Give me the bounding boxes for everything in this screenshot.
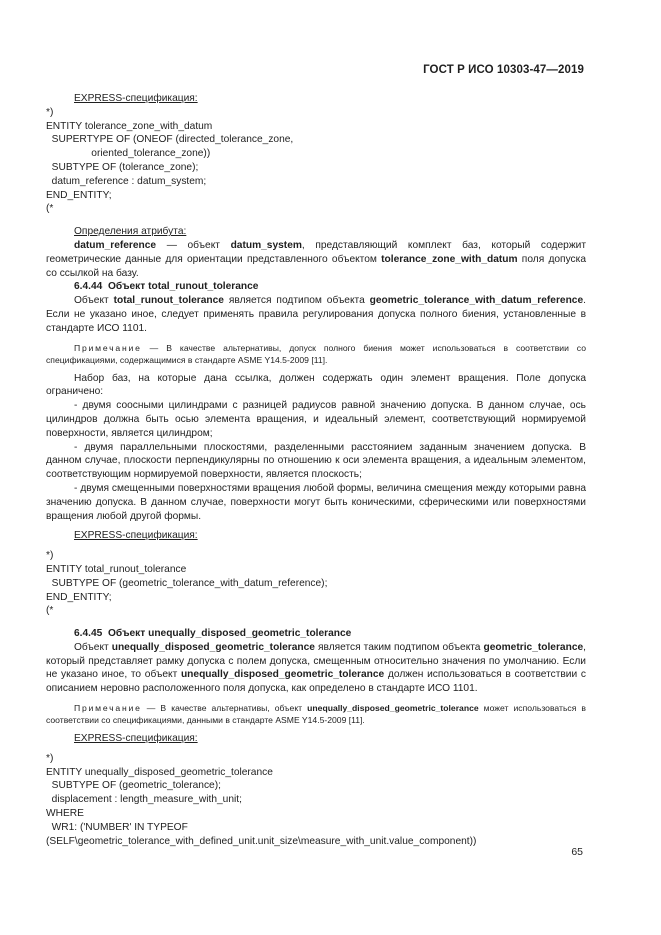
paragraph: Объект total_runout_tolerance является подтипом объекта geometric_tolerance_with_datum_reference. Если не указано иное, следует применять правила регулирования допуска полного биения, установленные в стандарте ИСО 1101. (46, 295, 586, 334)
document-id: ГОСТ Р ИСО 10303-47—2019 (423, 64, 584, 76)
code-line: datum_reference : datum_system; (46, 175, 207, 187)
code-line: SUPERTYPE OF (ONEOF (directed_tolerance_zone, (46, 134, 294, 146)
code-line: oriented_tolerance_zone)) (46, 148, 211, 160)
text: , представляющий комплект баз, который содержит геометрические данные для ориентации представленного объектом (46, 239, 586, 265)
note-label: Примечание (74, 703, 142, 714)
section-heading-6-4-44: 6.4.44 Объект total_runout_tolerance (74, 281, 259, 293)
code-line: (SELF\geometric_tolerance_with_defined_unit.unit_size\measure_with_unit.value_component)) (46, 835, 477, 847)
code-line: *) (46, 106, 54, 118)
page-content (46, 92, 586, 848)
page-number: 65 (571, 846, 583, 858)
code-line: ENTITY tolerance_zone_with_datum (46, 120, 213, 132)
code-line: WHERE (46, 808, 84, 820)
attribute-definitions-title: Определения атрибута: (74, 226, 187, 238)
code-line: (* (46, 605, 54, 617)
code-line: SUBTYPE OF (geometric_tolerance_with_datum_reference); (46, 577, 328, 589)
note: Примечание — В качестве альтернативы, допуск полного биения может использоваться в соответствии со спецификациями, содержащимися в стандарте ASME Y14.5-2009 [11]. (46, 342, 586, 365)
note-label: Примечание (74, 342, 142, 353)
code-line: END_ENTITY; (46, 189, 112, 201)
term: datum_system (230, 239, 302, 251)
term: tolerance_zone_with_datum (381, 253, 518, 265)
attribute-definition-paragraph (46, 239, 586, 280)
code-line: WR1: ('NUMBER' IN TYPEOF (46, 821, 188, 833)
note: Примечание — В качестве альтернативы, объект unequally_disposed_geometric_tolerance может использоваться в соответствии со спецификациями, данными в стандарте ASME Y14.5-2009 [11]. (46, 703, 586, 726)
express-spec-title: EXPRESS-спецификация: (74, 733, 198, 745)
list-item: - двумя соосными цилиндрами с разницей радиусов равной значению допуска. В данном случае, ось цилиндров должна быть осью элемента вращения, и идеальный элемент, соответствующий нормируемой поверхности, является цилиндром; (46, 400, 586, 439)
code-line: SUBTYPE OF (geometric_tolerance); (46, 780, 221, 792)
text: — объект (156, 239, 231, 251)
text: поля допуска со ссылкой на базу. (46, 253, 586, 279)
code-line: (* (46, 203, 54, 215)
express-code-block (46, 549, 586, 618)
express-spec-title: EXPRESS-спецификация: (74, 93, 198, 104)
code-line: displacement : length_measure_with_unit; (46, 794, 242, 806)
express-code-block (46, 752, 586, 849)
paragraph: Объект unequally_disposed_geometric_tolerance является таким подтипом объекта geometric_tolerance, который представляет рамку допуска с полем допуска, смещенным относительно значения по умолчанию. Если не указано иное, то объект unequally_disposed_geometric_tolerance должен использоваться в соответствии с описанием неровно расположенного поля допуска, как определено в стандарте ИСО 1101. (46, 641, 586, 695)
paragraph: Набор баз, на которые дана ссылка, должен содержать один элемент вращения. Поле допуска ограничено: (46, 372, 586, 398)
list-item: - двумя смещенными поверхностями вращения любой формы, величина смещения между которыми равна значению допуска. В данном случае, поверхности могут быть коническими, сферическими или поверхностями вращения любой другой формы. (46, 482, 586, 522)
code-line: ENTITY unequally_disposed_geometric_tolerance (46, 766, 273, 778)
code-line: SUBTYPE OF (tolerance_zone); (46, 161, 199, 173)
code-line: *) (46, 550, 54, 562)
code-line: *) (46, 752, 54, 764)
term: datum_reference (74, 239, 157, 251)
express-spec-title: EXPRESS-спецификация: (74, 530, 198, 542)
section-heading-6-4-45: 6.4.45 Объект unequally_disposed_geometric_tolerance (74, 628, 352, 640)
code-line: ENTITY total_runout_tolerance (46, 563, 187, 575)
express-code-block (46, 106, 586, 216)
code-line: END_ENTITY; (46, 591, 112, 603)
list-item: - двумя параллельными плоскостями, разделенными расстоянием заданным значением допуска. В данном случае, плоскости перпендикулярны по отношению к оси элемента вращения, а идеальным элементом, соответствующим нормируемой поверхности, является плоскость; (46, 441, 586, 481)
